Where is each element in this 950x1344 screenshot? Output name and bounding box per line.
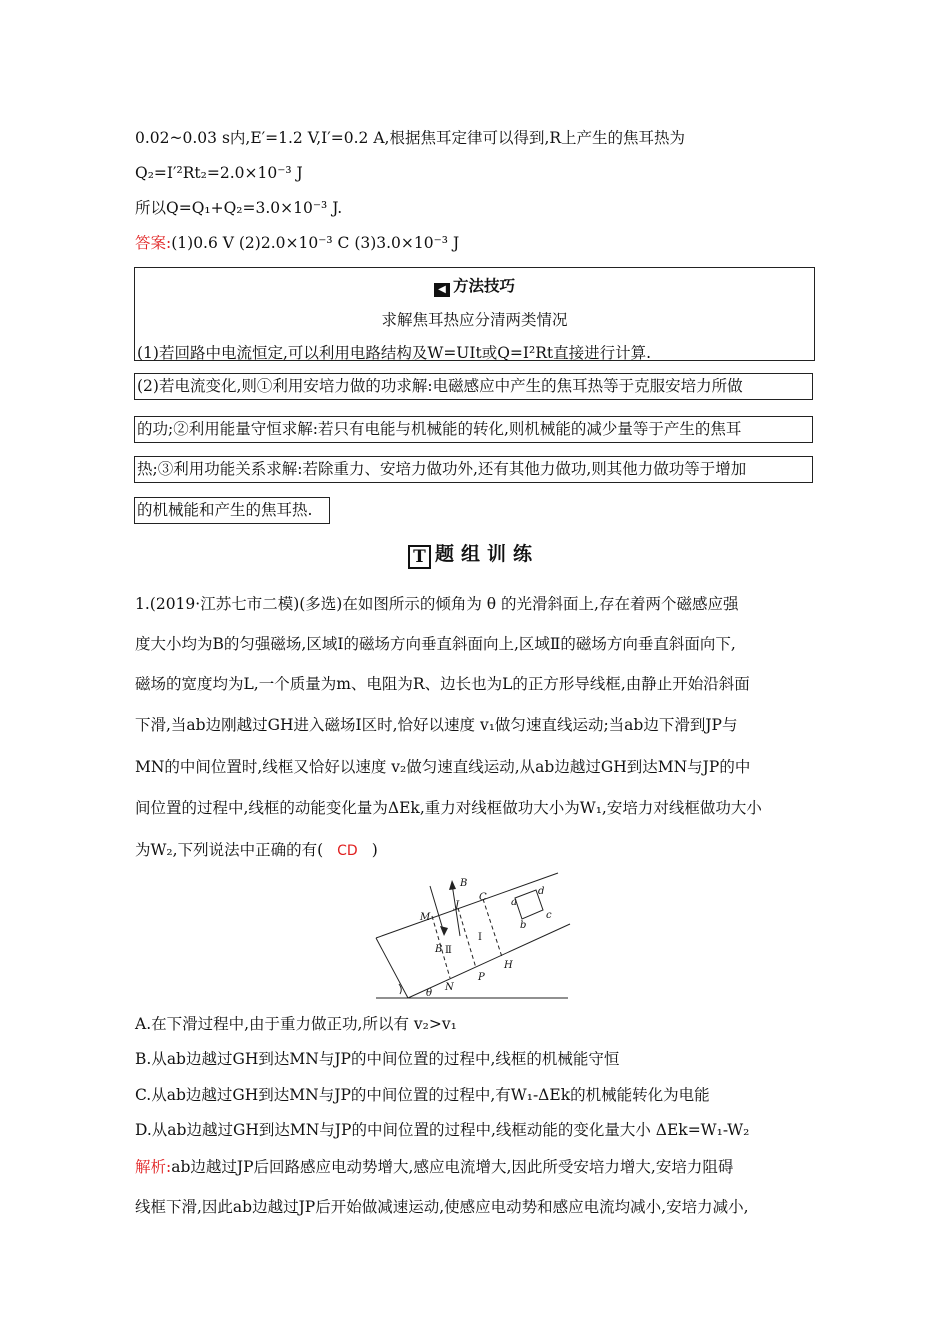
method-item-2-line: 的机械能和产生的焦耳热. bbox=[134, 497, 330, 524]
label-H: H bbox=[504, 960, 513, 971]
label-c: c bbox=[546, 910, 552, 921]
label-P: P bbox=[478, 972, 485, 983]
method-item-2-line: 的功;②利用能量守恒求解:若只有电能与机械能的转化,则机械能的减少量等于产生的焦耳 bbox=[134, 416, 813, 443]
method-item-2-line: (2)若电流变化,则①利用安培力做的功求解:电磁感应中产生的焦耳热等于克服安培力所做 bbox=[134, 373, 813, 400]
boundary-jp bbox=[458, 908, 476, 968]
label-region-II: Ⅱ bbox=[445, 945, 452, 956]
analysis-line: 线框下滑,因此ab边越过JP后开始做减速运动,使感应电动势和感应电流均减小,安培力减小, bbox=[135, 1198, 749, 1216]
text-line: Q₂=I′²Rt₂=2.0×10⁻³ J bbox=[135, 164, 303, 182]
boundary-gh bbox=[483, 899, 502, 957]
arrowhead-up bbox=[449, 880, 456, 890]
incline-figure bbox=[372, 868, 572, 1003]
option-c: C.从ab边越过GH到达MN与JP的中间位置的过程中,有W₁-ΔEk的机械能转化为电能 bbox=[135, 1086, 710, 1104]
answer-text: (1)0.6 V (2)2.0×10⁻³ C (3)3.0×10⁻³ J bbox=[171, 234, 460, 252]
question-line: 度大小均为B的匀强磁场,区域Ⅰ的磁场方向垂直斜面向上,区域Ⅱ的磁场方向垂直斜面向下, bbox=[135, 635, 736, 653]
question-line: 为W₂,下列说法中正确的有( CD ) bbox=[135, 841, 378, 859]
label-d: d bbox=[538, 886, 545, 897]
method-item-2-line: 热;③利用功能关系求解:若除重力、安培力做功外,还有其他力做功,则其他力做功等于增加 bbox=[134, 456, 813, 483]
analysis-line: 解析:ab边越过JP后回路感应电动势增大,感应电流增大,因此所受安培力增大,安培力阻碍 bbox=[135, 1158, 734, 1176]
option-b: B.从ab边越过GH到达MN与JP的中间位置的过程中,线框的机械能守恒 bbox=[135, 1050, 620, 1068]
option-a: A.在下滑过程中,由于重力做正功,所以有 v₂>v₁ bbox=[135, 1015, 457, 1033]
question-line: 间位置的过程中,线框的动能变化量为ΔEk,重力对线框做功大小为W₁,安培力对线框做功大小 bbox=[135, 799, 762, 817]
label-N: N bbox=[445, 982, 454, 993]
method-header: ◀ 方法技巧 bbox=[135, 274, 814, 297]
question-line: 磁场的宽度均为L,一个质量为m、电阻为R、边长也为L的正方形导线框,由静止开始沿斜面 bbox=[135, 675, 750, 693]
label-b: b bbox=[520, 920, 527, 931]
t-badge-icon: T bbox=[408, 545, 431, 569]
label-J: J bbox=[455, 900, 460, 911]
question-line: 下滑,当ab边刚越过GH进入磁场Ⅰ区时,恰好以速度 v₁做匀速直线运动;当ab边下滑到JP与 bbox=[135, 716, 738, 734]
method-item-1: (1)若回路中电流恒定,可以利用电路结构及W=UIt或Q=I²Rt直接进行计算. bbox=[137, 344, 652, 362]
arrowhead-down bbox=[440, 926, 448, 936]
label-B-down: B bbox=[435, 944, 443, 955]
question-line: MN的中间位置时,线框又恰好以速度 v₂做匀速直线运动,从ab边越过GH到达MN与JP的中 bbox=[135, 758, 751, 776]
question-line: 1.(2019·江苏七市二模)(多选)在如图所示的倾角为 θ 的光滑斜面上,存在着两个磁感应强 bbox=[135, 595, 739, 613]
label-theta: θ bbox=[426, 988, 433, 999]
text-line: 0.02~0.03 s内,E′=1.2 V,I′=0.2 A,根据焦耳定律可以得到,R上产生的焦耳热为 bbox=[135, 129, 686, 147]
section-title: T 题组训练 bbox=[408, 539, 539, 569]
incline-left-edge bbox=[376, 938, 408, 998]
label-a: a bbox=[511, 897, 517, 908]
analysis-label: 解析: bbox=[135, 1158, 172, 1176]
answer-line bbox=[135, 236, 459, 252]
label-B-up: B bbox=[460, 878, 468, 889]
label-C: C bbox=[479, 892, 487, 903]
speaker-icon: ◀ bbox=[434, 283, 450, 297]
label-region-I: Ⅰ bbox=[478, 932, 482, 943]
method-box bbox=[134, 267, 815, 361]
question-answer: CD bbox=[337, 843, 358, 859]
answer-label: 答案: bbox=[135, 234, 172, 252]
method-subtitle: 求解焦耳热应分清两类情况 bbox=[381, 311, 568, 329]
text-line: 所以Q=Q₁+Q₂=3.0×10⁻³ J. bbox=[135, 199, 343, 217]
label-M: M bbox=[420, 912, 431, 923]
option-d: D.从ab边越过GH到达MN与JP的中间位置的过程中,线框动能的变化量大小 ΔEk=W₁-W₂ bbox=[135, 1121, 750, 1139]
field-arrow-down bbox=[430, 886, 444, 933]
incline-bottom-edge bbox=[408, 924, 570, 998]
